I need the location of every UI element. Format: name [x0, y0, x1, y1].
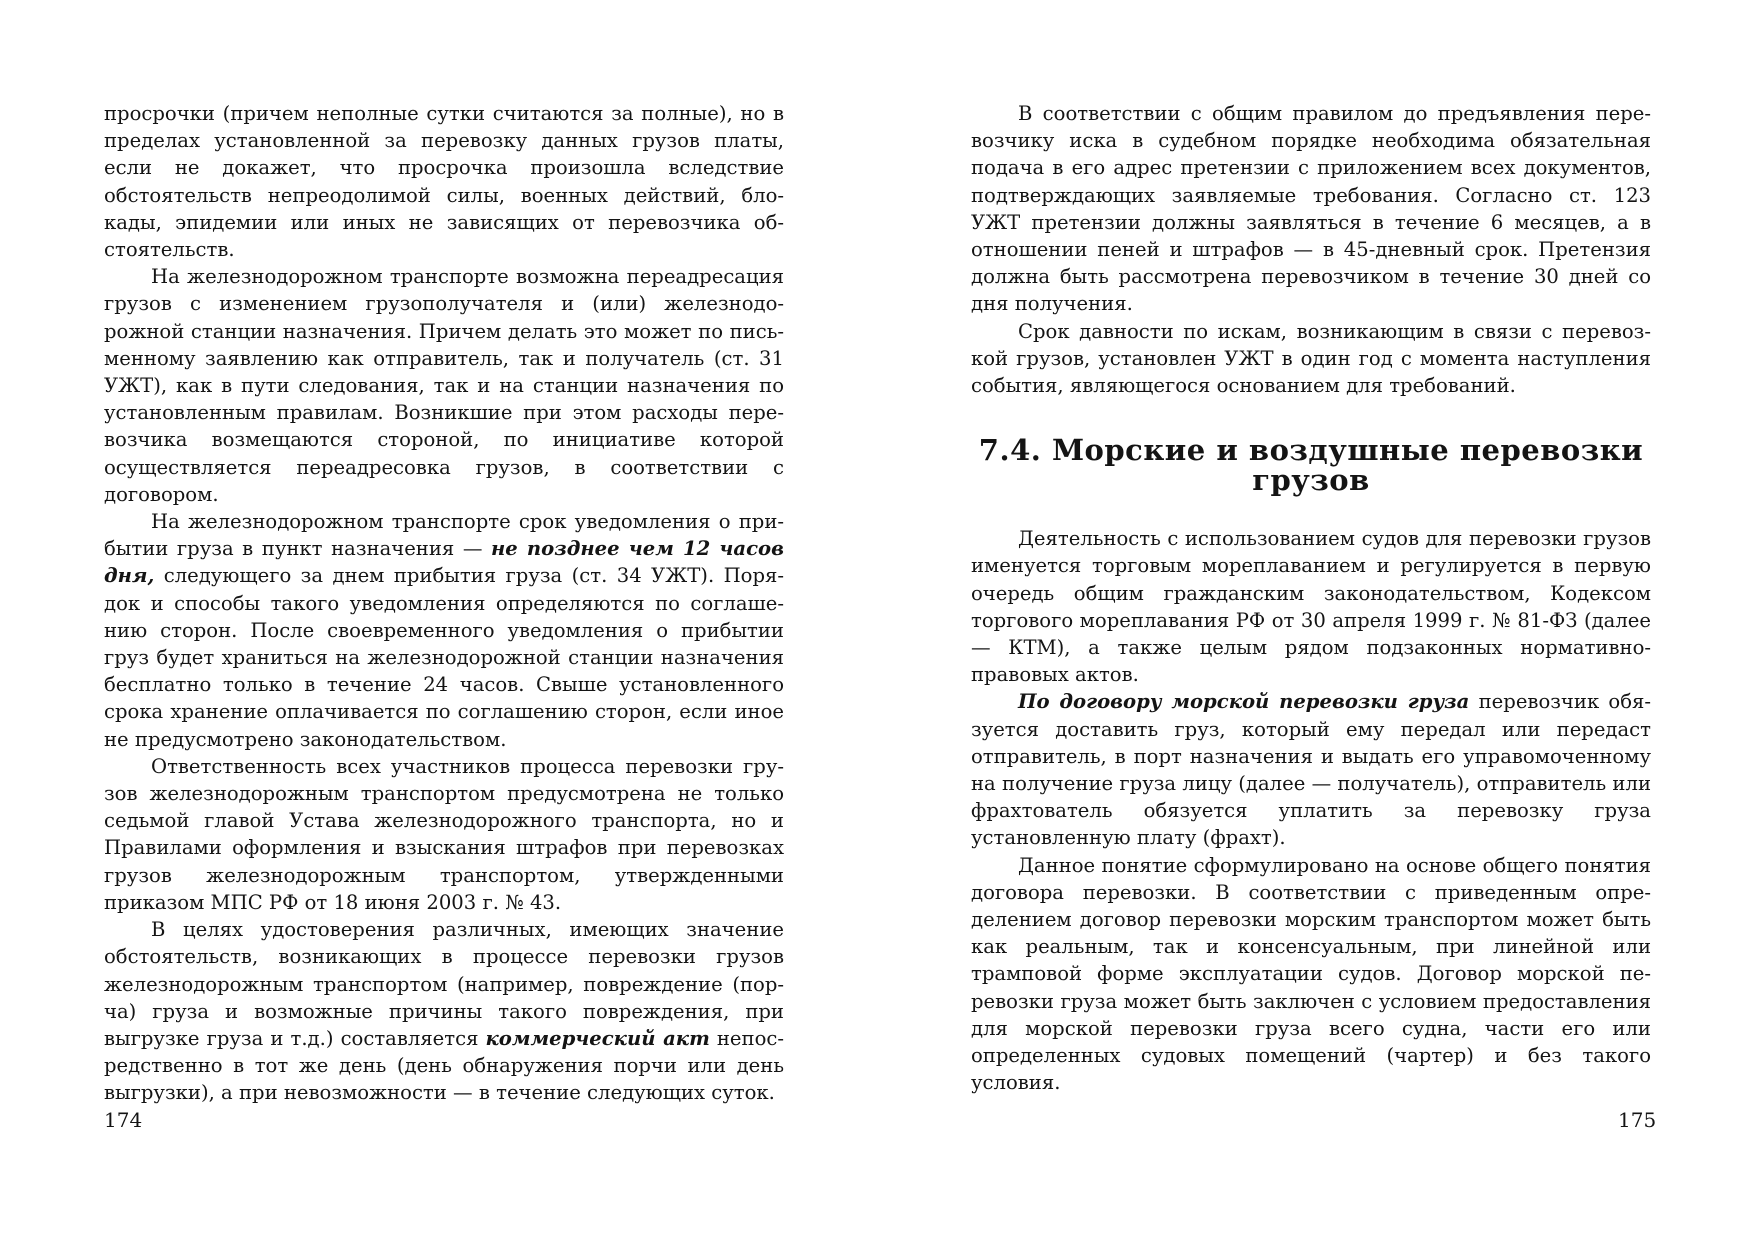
paragraph-text: непосредственно в тот же день (день обнаружения порчи или день выгрузки), а при невозможности — в течение следующих суток.	[104, 1026, 784, 1105]
page-number-left: 174	[104, 1108, 143, 1132]
paragraph	[104, 916, 784, 1106]
paragraph-text: В целях удостоверения различных, имеющих значение обстоятельств, возникающих в процессе перевозки грузов железнодорожным транспортом (например, повреждение (порча) груза и возможные причины такого повреждения, при выгрузке груза и т.д.) составляется	[104, 918, 784, 1050]
paragraph: просрочки (причем неполные сутки считаются за полные), но в пределах установленной за перевозку данных грузов платы, если не докажет, что просрочка произошла вследствие обстоятельств непреодолимой силы, военных действий, блокады, эпидемии или иных не зависящих от перевозчика обстоятельств.	[104, 102, 784, 262]
paragraph-text: На железнодорожном транспорте срок уведомления о прибытии груза в пункт назначения —	[104, 510, 784, 561]
left-page	[104, 100, 784, 1107]
emphasized-term: коммерческий акт	[485, 1026, 710, 1050]
paragraph: В соответствии с общим правилом до предъявления перевозчику иска в судебном порядке необходима обязательная подача в его адрес претензии с приложением всех документов, подтверждающих заявляемые требования. Согласно ст. 123 УЖТ претензии должны заявляться в течение 6 месяцев, а в отношении пеней и штрафов — в 45-дневный срок. Претензия должна быть рассмотрена перевозчиком в течение 30 дней со дня получения.	[971, 102, 1651, 316]
paragraph: Срок давности по искам, возникающим в связи с перевозкой грузов, установлен УЖТ в один год с момента наступления события, являющегося основанием для требований.	[971, 319, 1651, 398]
paragraph	[971, 688, 1651, 851]
paragraph	[104, 508, 784, 753]
page-number-right: 175	[1618, 1108, 1657, 1132]
emphasized-term: не позднее чем 12 часов дня,	[104, 537, 784, 588]
emphasized-term: По договору морской перевозки груза	[1018, 690, 1470, 714]
paragraph: На железнодорожном транспорте возможна переадресация грузов с изменением грузополучателя и (или) железнодорожной станции назначения. Причем делать это может по письменному заявлению как отправитель, так и получатель (ст. 31 УЖТ), как в пути следования, так и на станции назначения по установленным правилам. Возникшие при этом расходы перевозчика возмещаются стороной, по инициативе которой осуществляется переадресовка грузов, в соответствии с договором.	[104, 265, 784, 506]
paragraph: Деятельность с использованием судов для перевозки грузов именуется торговым мореплаванием и регулируется в первую очередь общим гражданским законодательством, Кодексом торгового мореплавания РФ от 30 апреля 1999 г. № 81-ФЗ (далее — КТМ), а также целым рядом подзаконных нормативно-правовых актов.	[971, 527, 1651, 687]
right-page	[971, 100, 1651, 1097]
paragraph-text: следующего за днем прибытия груза (ст. 34 УЖТ). Порядок и способы такого уведомления определяются по соглашению сторон. После своевременного уведомления о прибытии груз будет храниться на железнодорожной станции назначения бесплатно только в течение 24 часов. Свыше установленного срока хранение оплачивается по соглашению сторон, если иное не предусмотрено законодательством.	[104, 564, 784, 751]
paragraph-text: перевозчик обязуется доставить груз, который ему передал или передаст отправитель, в порт назначения и выдать его управомоченному на получение груза лицу (далее — получатель), отправитель или фрахтователь обязуется уплатить за перевозку груза установленную плату (фрахт).	[971, 690, 1651, 850]
section-heading: 7.4. Морские и воздушные перевозки грузов	[978, 433, 1644, 498]
paragraph: Данное понятие сформулировано на основе общего понятия договора перевозки. В соответствии с приведенным определением договор перевозки морским транспортом может быть как реальным, так и консенсуальным, при линейной или трамповой форме эксплуатации судов. Договор морской перевозки груза может быть заключен с условием предоставления для морской перевозки груза всего судна, части его или определенных судовых помещений (чартер) и без такого условия.	[971, 853, 1651, 1095]
paragraph: Ответственность всех участников процесса перевозки грузов железнодорожным транспортом предусмотрена не только седьмой главой Устава железнодорожного транспорта, но и Правилами оформления и взыскания штрафов при перевозках грузов железнодорожным транспортом, утвержденными приказом МПС РФ от 18 июня 2003 г. № 43.	[104, 754, 784, 914]
